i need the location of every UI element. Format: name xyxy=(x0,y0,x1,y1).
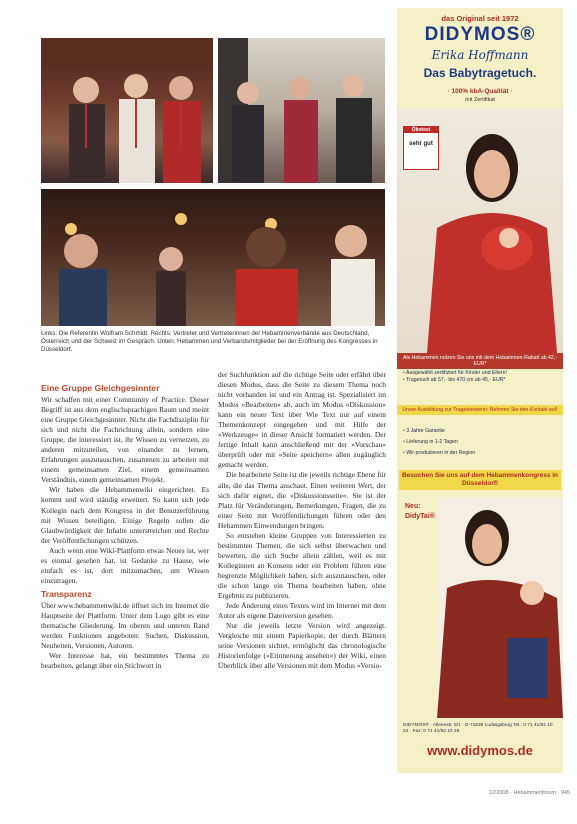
ad-bullet-text: Ausgewählt zertifiziert für Kinder und Eltern! xyxy=(405,370,507,376)
photo-top-right xyxy=(218,38,385,183)
paragraph: Die bearbeitete Seite ist die jeweils richtige Ebene für alle, die das Thema anschaut. Einen weiteren Wert, der sich dafür eignet, die »Diskussionsseite«. Sie ist der Platz für Veränderungen, Bemerkungen, Fragen, die zu einer Seite mit Veröffentlichungen führen oder den Hebammen Einwendungen bringen. xyxy=(218,470,386,530)
ad-badge-title: Ökotest xyxy=(404,127,438,133)
ad-test-badge xyxy=(403,126,439,170)
ad-since: das Original seit 1972 xyxy=(441,14,519,23)
ad-address: DIDYMOS® · Alleenstr. 8/1 · D-71638 Ludwigsburg Tel.: 0 71 41/92 10 24 · Fax: 0 71 41/92 10 26 xyxy=(403,723,553,734)
photo-caption: Links: Die Referentin Wolfram Schmidt. Rechts: Vertreter und Vertreterinnen der Hebammenverbände aus Deutschland, Österreich und der Schweiz im Gespräch. Unten: Hebammen und Verbandsmitglieder bei der Eröffnung des Kongresses in Düsseldorf. xyxy=(41,330,378,353)
ad-bullet xyxy=(403,437,559,448)
article-column-middle xyxy=(218,370,386,780)
people-illustration-3 xyxy=(41,189,385,326)
ad-bullet xyxy=(403,377,559,384)
paragraph: Wer Interesse hat, ein bestimmtes Thema zu bearbeiten, gelangt über ein Stichwort in xyxy=(41,651,209,671)
mother-baby-illustration-2 xyxy=(437,498,563,718)
ad-bullet-text: Lieferung in 1-2 Tagen xyxy=(406,439,458,445)
ad-bullet xyxy=(403,426,559,437)
page-footer: 12/2008 · Hebammenforum · 945 xyxy=(488,790,570,796)
ad-photo-mother-baby-2 xyxy=(437,498,563,718)
ad-bullet-text: Wir produzieren in der Region xyxy=(406,450,476,456)
ad-signature: Erika Hoffmann xyxy=(431,48,529,62)
paragraph: Wir haben die Hebammenwiki eingerichtet. Es kommt und wird ständig erweitert. So kann sich jede Kollegin nach dem Kongress in der Benutzerführung mit Wissen beteiligen. Einige Regeln sollen die Glaubwürdigkeit der Inhalte unterstreichen und Rechte der Veröffentlichungen schützen. xyxy=(41,485,209,545)
ad-url[interactable]: www.didymos.de xyxy=(427,743,533,758)
ad-bullets-2 xyxy=(403,426,559,459)
paragraph: Auch wenn eine Wiki-Plattform etwas Neues ist, wer es einmal gesehen hat, ist Gedanke zu Hause, wie einfach es ist, dort mitzumachen, um Wissen einzutragen. xyxy=(41,545,209,585)
paragraph: So entstehen kleine Gruppen von Interessierten zu bestimmten Themen, die sich selbst überwachen und bewerten, die sich Suche allein zählen, weil es mit Kolleginnen an Konsens oder ein Problem führen eine begrenzte Möglichkeit haben, sich auszutauschen, oder die schon lange ein Thema bearbeiten haben, ohne Ergebnis zu publizieren. xyxy=(218,530,386,601)
ad-bullet-text: 3 Jahre Garantie xyxy=(406,428,445,434)
paragraph: der Suchfunktion auf die richtige Seite oder erfährt über diesen Modus, dass die Seite zu diesem Thema noch nicht vorhanden ist und ein Antrag ist. Spezialisiert im Modus »Bearbeiten« ab, auch im Modus »Diskussion« kann ein neuer Text über Wie Text nur auf einem Themenkonzept eingegeben und mit Hilfe der »Werkzeuge« in dieser Ansicht formatiert werden. Der fertige Inhalt kann anschließend mit der »Vorschau« überprüft oder mit »Seite speichern« allen zugänglich gemacht werden. xyxy=(218,370,386,470)
ad-tagline: Das Babytragetuch. xyxy=(423,66,537,80)
paragraph: Wir schaffen mit einer Community of Practice. Dieser Begriff ist aus dem englischsprachigen Raum und meint eine Gruppe Gleichgesinnter. Nicht die Fachdisziplin für sich und nicht die Fachrichtung allein, sondern eine Gruppe, die interessiert ist, ihr Wissen zu vernetzen, zu anderen mitzuteilen, von einander zu lernen, Erfahrungen auszutauschen, zusammen zu arbeiten mit einem gemeinsamen Ziel, einem gemeinsamen Verständnis, einem gemeinsamen Projekt. xyxy=(41,395,209,485)
people-illustration-1 xyxy=(41,38,213,183)
ad-bullets-1 xyxy=(403,370,559,384)
article-column-left xyxy=(41,380,209,780)
ad-new-label: Neu: xyxy=(405,503,421,510)
photo-large-bottom xyxy=(41,189,385,326)
ad-bullet-text: Tragetuch ab 57,- bis 470 cm ab 45,- EUR* xyxy=(406,377,506,384)
ad-quality-sub: mit Zertifikat xyxy=(465,97,495,103)
ad-new-product: DidyTai® xyxy=(405,513,435,520)
ad-bullet xyxy=(403,370,559,377)
ad-bullet xyxy=(403,448,559,459)
ad-strip-1: Als Hebammen nutzen Sie uns mit dem Hebammen-Rabatt ab 42,- EUR* xyxy=(397,353,563,369)
paragraph: Nur die jeweils letzte Version wird angezeigt. Vergleiche mit einem Papierkopie, der durch Blättern seine Versionen sichtet, ermöglicht das chronologische Historienfolge (»Erinnerung ansehen«) der Wiki, einen Überblick über alle Versionen mit dem Modus »Versio- xyxy=(218,621,386,671)
ad-congress-banner: Besuchen Sie uns auf dem Hebammenkongress in Düsseldorf! xyxy=(399,470,561,490)
bullet-icon: • xyxy=(403,450,407,456)
bullet-icon: • xyxy=(403,377,407,384)
section-heading: Transparenz xyxy=(41,588,92,599)
ad-badge-text: sehr gut xyxy=(409,141,433,147)
ad-strip-2: Unser Ausbildung zur Trageberaterin: Nehmen Sie den Kontakt auf! xyxy=(397,405,563,415)
paragraph: Jede Änderung eines Textes wird im Internet mit dem Autor als eigene Dateiversion gesehen. xyxy=(218,601,386,621)
bullet-icon: • xyxy=(403,439,407,445)
ad-brand-logo: DIDYMOS® xyxy=(424,24,536,45)
people-illustration-2 xyxy=(218,38,385,183)
photo-top-left xyxy=(41,38,213,183)
paragraph: Über www.hebammenwiki.de öffnet sich im Internet die Hauptseite der Plattform. Unter dem Logo gibt es eine thematische Gliederung. Im oberen und unteren Rand werden Funktionen angeboten: Suchen, Diskussion, Neuheiten, Versionen, Autoren. xyxy=(41,600,209,651)
didymos-advertisement xyxy=(397,8,563,773)
ad-quality: · 100% kbA-Qualität · xyxy=(447,88,513,95)
section-heading: Eine Gruppe Gleichgesinnter xyxy=(41,383,160,393)
bullet-icon: • xyxy=(403,370,406,376)
bullet-icon: • xyxy=(403,428,407,434)
